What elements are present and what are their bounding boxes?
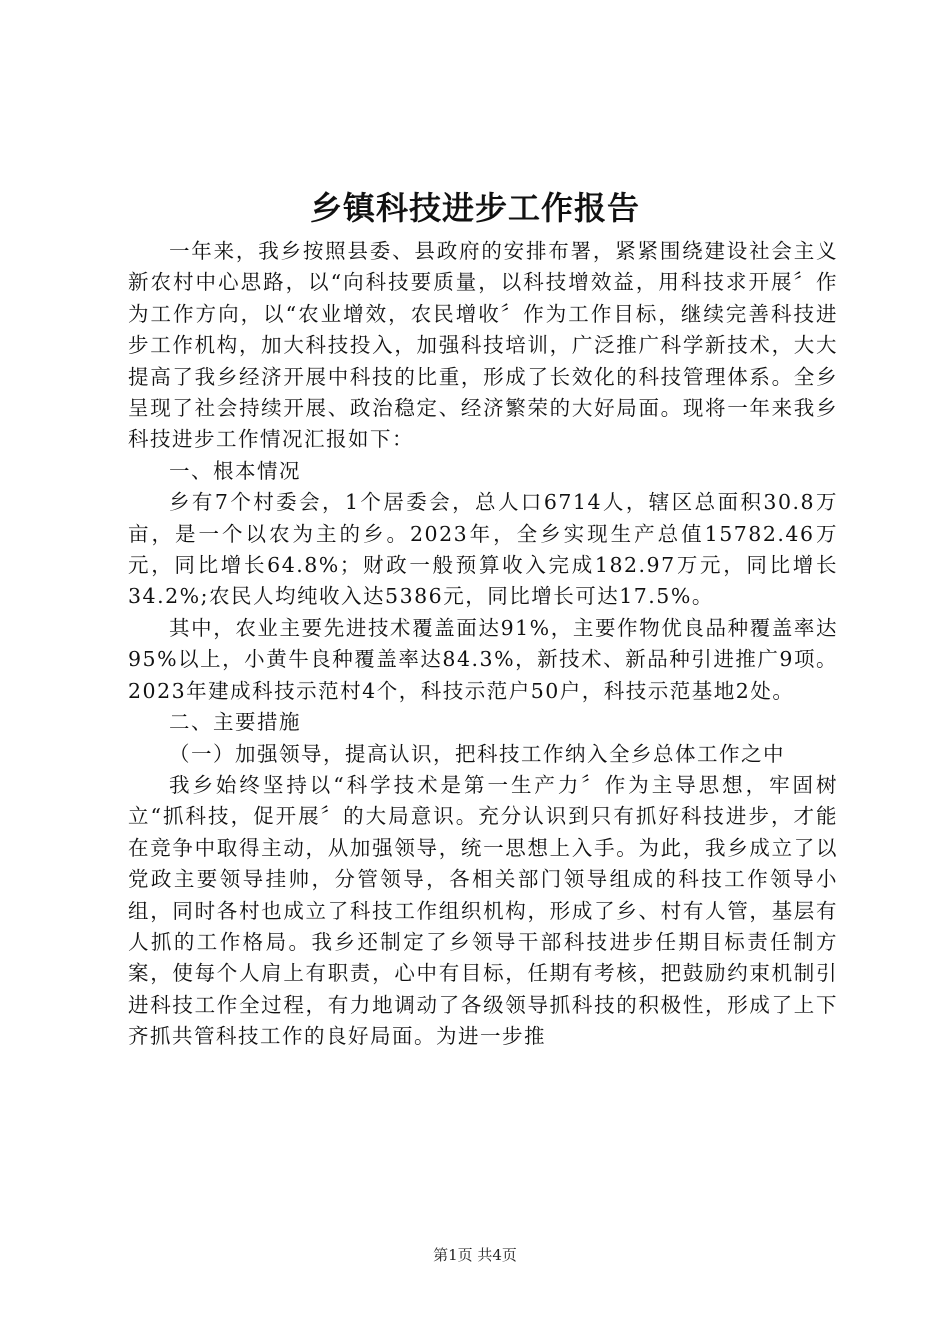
paragraph-leadership: 我乡始终坚持以“科学技术是第一生产力〞作为主导思想，牢固树立“抓科技，促开展〞的大局意识。充分认识到只有抓好科技进步，才能在竞争中取得主动，从加强领导，统一思想上入手。为此，我乡成立了以党政主要领导挂帅，分管领导，各相关部门领导组成的科技工作领导小组，同时各村也成立了科技工作组织机构，形成了乡、村有人管，基层有人抓的工作格局。我乡还制定了乡领导干部科技进步任期目标责任制方案，使每个人肩上有职责，心中有目标，任期有考核，把鼓励约束机制引进科技工作全过程，有力地调动了各级领导抓科技的积极性，形成了上下齐抓共管科技工作的良好局面。为进一步推: [128, 772, 838, 1049]
paragraph-tech-coverage: 其中，农业主要先进技术覆盖面达91%，主要作物优良品种覆盖率达95%以上，小黄牛良种覆盖率达84.3%，新技术、新品种引进推广9项。2023年建成科技示范村4个，科技示范户50户，科技示范基地2处。: [128, 615, 838, 703]
document-body: [128, 236, 838, 1053]
section-heading-basic-situation: 一、根本情况: [169, 458, 301, 483]
subsection-heading-leadership: （一）加强领导，提高认识，把科技工作纳入全乡总体工作之中: [169, 741, 785, 766]
page-number-footer: 第1页 共4页: [433, 1246, 517, 1264]
paragraph-intro: 一年来，我乡按照县委、县政府的安排布署，紧紧围绕建设社会主义新农村中心思路，以“向科技要质量，以科技增效益，用科技求开展〞作为工作方向，以“农业增效，农民增收〞作为工作目标，继续完善科技进步工作机构，加大科技投入，加强科技培训，广泛推广科学新技术，大大提高了我乡经济开展中科技的比重，形成了长效化的科技管理体系。全乡呈现了社会持续开展、政治稳定、经济繁荣的大好局面。现将一年来我乡科技进步工作情况汇报如下：: [128, 239, 838, 452]
paragraph-basic-stats: 乡有7个村委会，1个居委会，总人口6714人，辖区总面积30.8万亩，是一个以农为主的乡。2023年，全乡实现生产总值15782.46万元，同比增长64.8%；财政一般预算收入完成182.97万元，同比增长34.2%;农民人均纯收入达5386元，同比增长可达17.5%。: [128, 490, 838, 609]
section-heading-main-measures: 二、主要措施: [169, 710, 301, 735]
document-title: 乡镇科技进步工作报告: [309, 189, 640, 227]
